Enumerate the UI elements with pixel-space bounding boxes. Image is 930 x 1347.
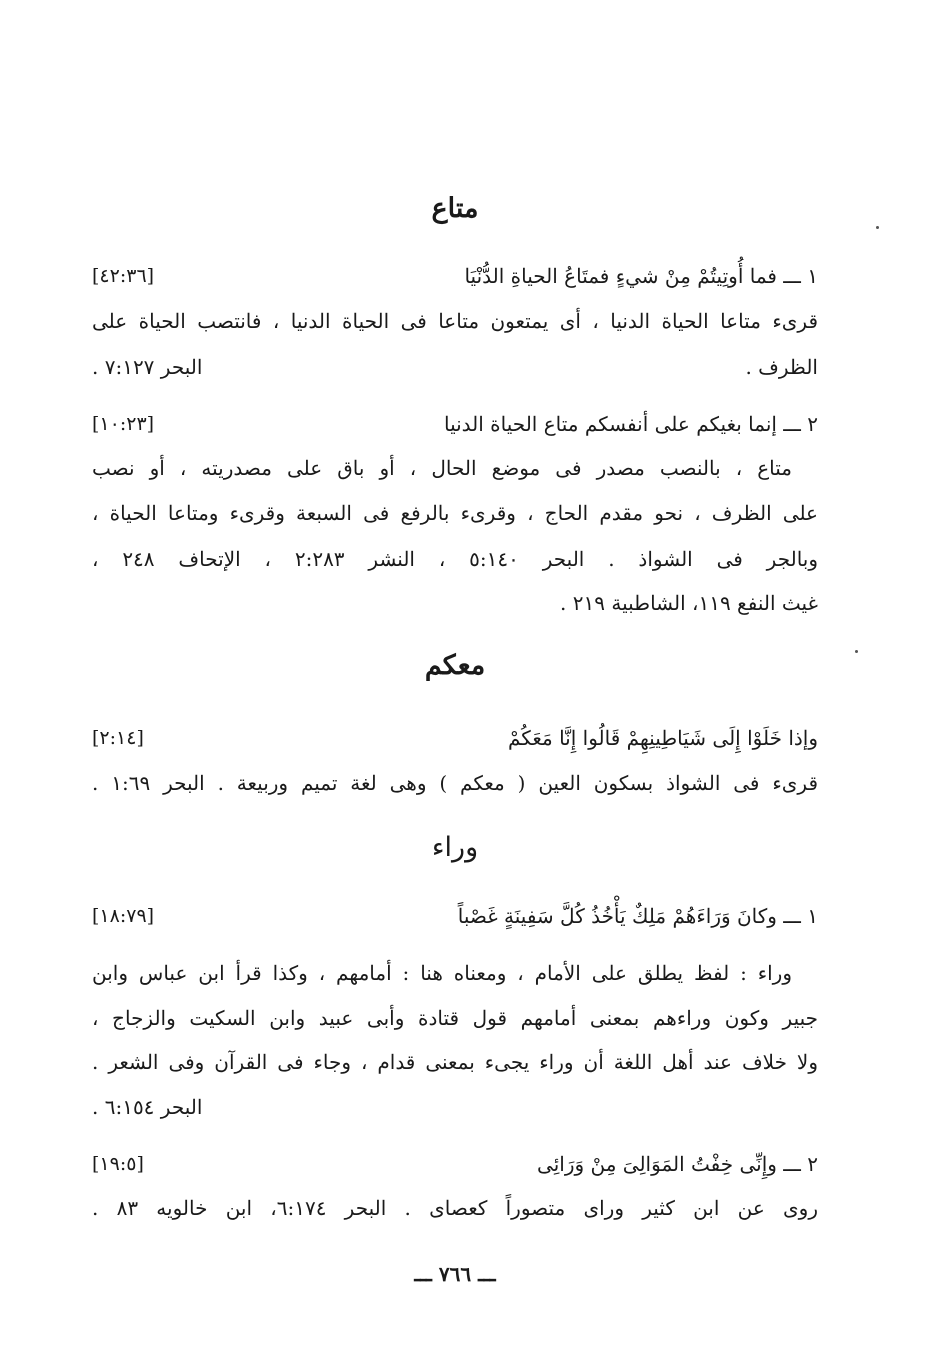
- scan-speck: [876, 226, 879, 229]
- verse-row: [92, 722, 818, 754]
- body-line: وبالجر فى الشواذ . البحر ٥:١٤٠ ، النشر ٢:٢٨٣ ، الإتحاف ٢٤٨ ،: [92, 547, 819, 571]
- body-line: قرىء فى الشواذ بسكون العين ( معكم ) وهى لغة تميم وربيعة . البحر ١:٦٩ .: [92, 771, 818, 795]
- verse-text: ٢ ـــ وإِنِّى خِفْتُ المَوَالِىَ مِنْ وَرَائِى: [537, 1152, 818, 1176]
- section-title: وراء: [431, 832, 479, 863]
- verse-reference: [١٨:٧٩]: [92, 905, 155, 927]
- page-number: ـــ ٧٦٦ ـــ: [414, 1262, 496, 1286]
- verse-text: وإذا خَلَوْا إِلَى شَيَاطِينِهِمْ قَالُوا إِنَّا مَعَكُمْ: [508, 726, 818, 750]
- verse-row: [92, 260, 818, 292]
- verse-reference: [١٩:٥]: [92, 1153, 144, 1175]
- document-page: [92, 0, 818, 1347]
- source-citation: البحر ٧:١٢٧ .: [92, 355, 203, 379]
- verse-row: [92, 1148, 818, 1180]
- body-line: غيث النفع ١١٩، الشاطبية ٢١٩ .: [560, 591, 818, 615]
- verse-text: ١ ـــ فما أُوتِيتُمْ مِنْ شيءٍ فمتَاعُ الحياةِ الدُّنْيَا: [464, 264, 818, 288]
- verse-row: [92, 900, 818, 932]
- body-line: على الظرف ، نحو مقدم الحاج ، وقرىء بالرفع فى السبعة وقرىء ومتاعا الحياة ،: [92, 501, 818, 525]
- body-line: قرىء متاعا الحياة الدنيا ، أى يمتعون متاعا فى الحياة الدنيا ، فانتصب الحياة على: [92, 309, 818, 333]
- verse-reference: [١٠:٢٣]: [92, 413, 155, 435]
- body-line: متاع ، بالنصب مصدر فى موضع الحال ، أو باق على مصدريته ، أو نصب: [92, 456, 792, 480]
- body-line-row: [92, 352, 818, 382]
- verse-text: ١ ـــ وكانَ وَرَاءَهُمْ مَلِكٌ يَأْخُذُ كُلَّ سَفِينَةٍ غَصْباً: [457, 904, 818, 928]
- verse-text: ٢ ـــ إنما بغيكم على أنفسكم متاع الحياة الدنيا: [443, 412, 818, 436]
- verse-reference: [٢:١٤]: [92, 727, 144, 749]
- section-title: متاع: [431, 193, 479, 224]
- body-line: وراء : لفظ يطلق على الأمام ، ومعناه هنا : أمامهم ، وكذا قرأ ابن عباس وابن: [92, 961, 792, 985]
- body-line: الظرف .: [745, 355, 818, 379]
- body-line: روى عن ابن كثير وراى متصوراً كعصاى . البحر ٦:١٧٤، ابن خالويه ٨٣ .: [92, 1196, 818, 1220]
- verse-reference: [٤٢:٣٦]: [92, 265, 155, 287]
- verse-row: [92, 408, 818, 440]
- source-citation: البحر ٦:١٥٤ .: [92, 1095, 203, 1119]
- body-line: ولا خلاف عند أهل اللغة أن وراء يجىء بمعنى قدام ، وجاء فى القرآن وفى الشعر .: [92, 1050, 818, 1074]
- body-line: جبير وكون وراءهم بمعنى أمامهم قول قتادة وأبى عبيد وابن السكيت والزجاج ،: [92, 1006, 818, 1030]
- scan-speck: [855, 650, 858, 653]
- section-title: معكم: [424, 650, 486, 681]
